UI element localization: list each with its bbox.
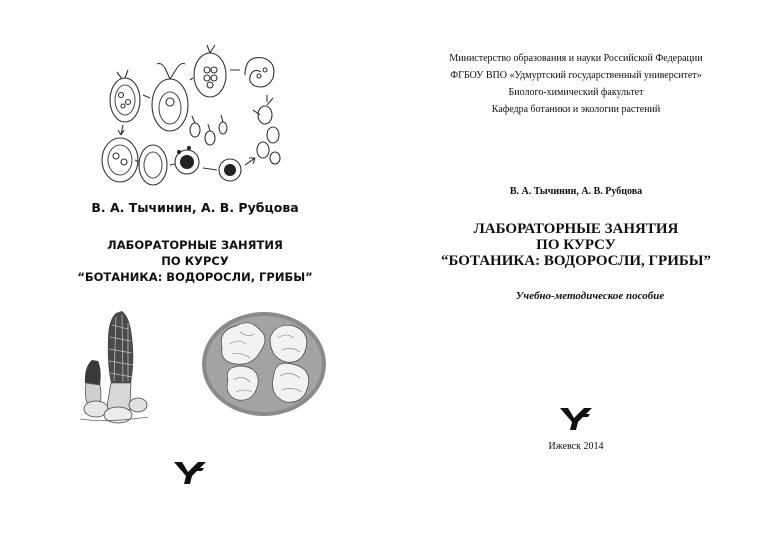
institution-line: Кафедра ботаники и экологии растений — [491, 104, 661, 115]
title-line: “БОТАНИКА: ВОДОРОСЛИ, ГРИБЫ” — [440, 253, 712, 269]
morel-mushroom-illustration — [78, 305, 153, 425]
publisher-logo-icon — [558, 404, 594, 432]
title-page-authors: В. А. Тычинин, А. В. Рубцова — [509, 186, 643, 197]
subtitle: Учебно-методическое пособие — [515, 290, 665, 302]
publisher-logo-icon — [172, 458, 208, 486]
cover-title — [40, 237, 350, 285]
city-year: Ижевск 2014 — [548, 441, 604, 452]
title-line: ПО КУРСУ — [536, 237, 616, 253]
title-page — [384, 0, 768, 543]
cover-title-line: “БОТАНИКА: ВОДОРОСЛИ, ГРИБЫ” — [77, 270, 313, 284]
title-page-title — [384, 221, 768, 269]
lichen-illustration — [200, 308, 328, 418]
cover-title-line: ПО КУРСУ — [161, 254, 229, 268]
institution-line: ФГБОУ ВПО «Удмуртский государственный университет» — [450, 70, 702, 81]
algae-life-cycle-illustration — [95, 40, 300, 195]
cover-title-line: ЛАБОРАТОРНЫЕ ЗАНЯТИЯ — [107, 238, 283, 252]
cover-authors: В. А. Тычинин, А. В. Рубцова — [91, 200, 299, 215]
institution-line: Министерство образования и науки Российской Федерации — [449, 53, 703, 64]
title-line: ЛАБОРАТОРНЫЕ ЗАНЯТИЯ — [473, 221, 679, 237]
institution-line: Биолого-химический факультет — [508, 87, 644, 98]
